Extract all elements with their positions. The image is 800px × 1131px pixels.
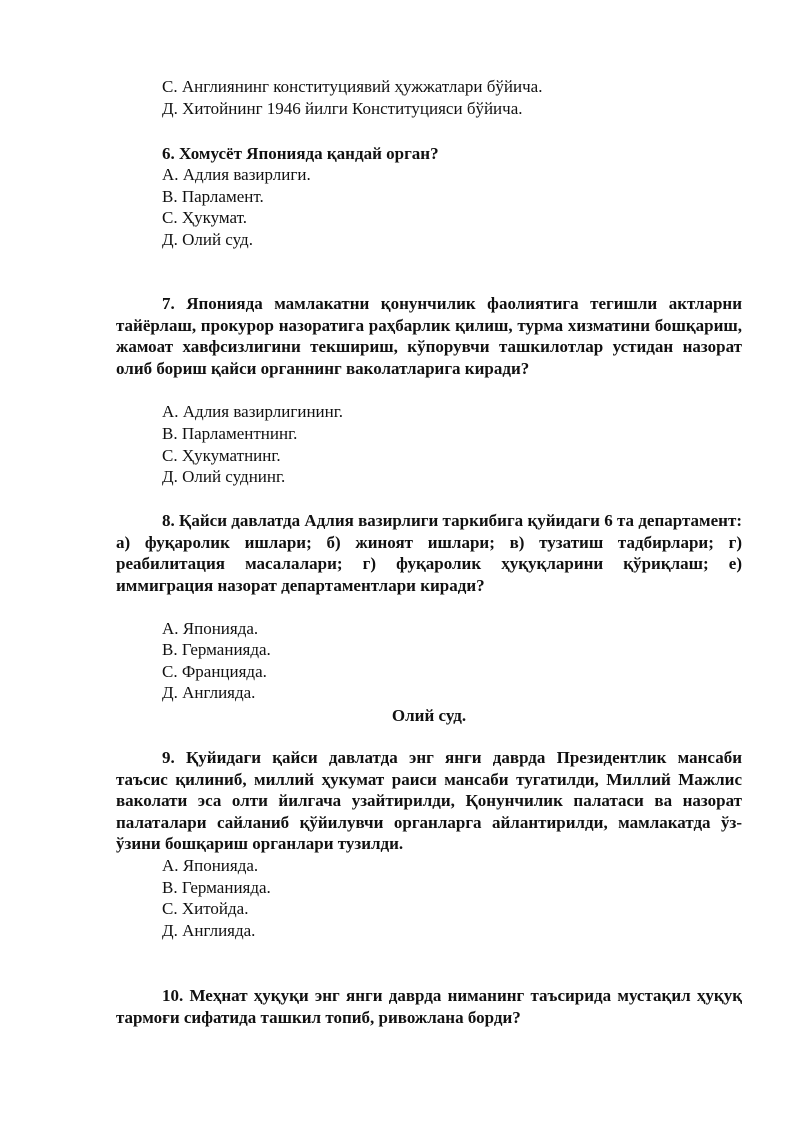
q9-option-a: А. Японияда. [162, 856, 259, 875]
q8-option-d: Д. Англияда. [162, 683, 256, 702]
question-9: 9. Қуйидаги қайси давлатда энг янги даврда Президентлик мансаби таъсис қилиниб, миллий ҳукумат раиси мансаби тугатилди, Миллий Мажлис ваколати эса олти йилгача узайтирилди, Қонунчилик палатаси ва назорат палаталари сайланиб қўйилувчи органларга айлантирилди, мамлакатда ўз-ўзини бошқариш органлари тузилди. [116, 748, 742, 854]
q8-option-a: А. Японияда. [162, 619, 259, 638]
q9-option-b: В. Германияда. [162, 878, 271, 897]
section-title: Олий суд. [391, 706, 467, 725]
q6-option-b: В. Парламент. [162, 187, 264, 206]
question-8: 8. Қайси давлатда Адлия вазирлиги таркибига қуйидаги 6 та департамент: а) фуқаролик ишлари; б) жиноят ишлари; в) тузатиш тадбирлари; г) реабилитация масалалари; г) фуқаролик ҳуқуқларини қўриқлаш; е) иммиграция назорат департаментлари киради? [116, 511, 742, 595]
q7-option-b: В. Парламентнинг. [162, 424, 298, 443]
q8-option-c: С. Францияда. [162, 662, 267, 681]
document-page [116, 0, 742, 1131]
option-d: Д. Хитойнинг 1946 йилги Конституцияси бўйича. [162, 99, 523, 118]
question-7: 7. Японияда мамлакатни қонунчилик фаолиятига тегишли актларни тайёрлаш, прокурор назоратига раҳбарлик қилиш, турма хизматини бошқариш, жамоат хавфсизлигини текшириш, кўпорувчи ташкилотлар устидан назорат олиб бориш қайси органнинг ваколатларига киради? [116, 294, 742, 378]
q6-option-d: Д. Олий суд. [162, 230, 253, 249]
question-6: 6. Хомусёт Японияда қандай орган? [162, 144, 439, 163]
question-10: 10. Меҳнат ҳуқуқи энг янги даврда ниманинг таъсирида мустақил ҳуқуқ тармоғи сифатида ташкил топиб, ривожлана борди? [116, 986, 742, 1027]
q8-option-b: В. Германияда. [162, 640, 271, 659]
q9-option-d: Д. Англияда. [162, 921, 256, 940]
q6-option-c: С. Ҳукумат. [162, 208, 248, 227]
q7-option-d: Д. Олий суднинг. [162, 467, 286, 486]
q9-option-c: С. Хитойда. [162, 899, 249, 918]
q7-option-c: С. Ҳукуматнинг. [162, 446, 281, 465]
q6-option-a: А. Адлия вазирлиги. [162, 165, 311, 184]
q7-option-a: А. Адлия вазирлигининг. [162, 402, 344, 421]
option-c: С. Англиянинг конституциявий ҳужжатлари бўйича. [162, 77, 543, 96]
